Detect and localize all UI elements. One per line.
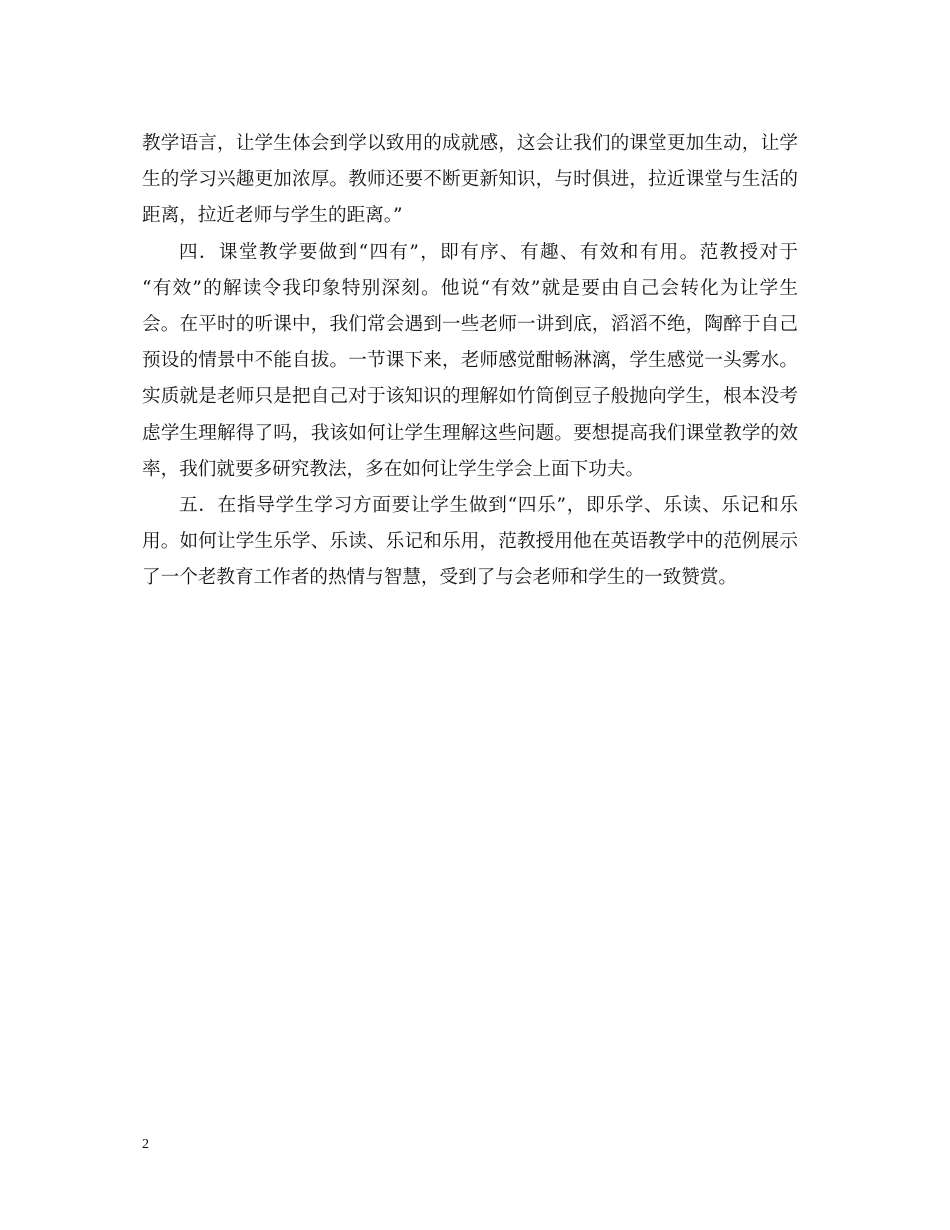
document-body: [142, 126, 798, 596]
paragraph-line: 距离，拉近老师与学生的距离。”: [142, 205, 403, 227]
paragraph-line: 率，我们就要多研究教法，多在如何让学生学会上面下功夫。: [142, 458, 645, 480]
paragraph-line: 预设的情景中不能自拔。一节课下来，老师感觉酣畅淋漓，学生感觉一头雾水。: [142, 350, 798, 372]
paragraph-1: [142, 126, 798, 235]
paragraph-line: 了一个老教育工作者的热情与智慧，受到了与会老师和学生的一致赞赏。: [142, 567, 738, 589]
paragraph-line: 会。在平时的听课中，我们常会遇到一些老师一讲到底，滔滔不绝，陶醉于自己: [142, 313, 798, 335]
paragraph-line: 四．课堂教学要做到“四有”，即有序、有趣、有效和有用。范教授对于: [179, 241, 798, 263]
page-number: 2: [142, 1137, 149, 1152]
paragraph-line: 教学语言，让学生体会到学以致用的成就感，这会让我们的课堂更加生动，让学: [142, 133, 798, 154]
paragraph-line: 生的学习兴趣更加浓厚。教师还要不断更新知识，与时俱进，拉近课堂与生活的: [142, 169, 798, 191]
paragraph-3: [142, 488, 798, 597]
paragraph-line: 虑学生理解得了吗，我该如何让学生理解这些问题。要想提高我们课堂教学的效: [142, 422, 798, 444]
paragraph-line: 五．在指导学生学习方面要让学生做到“四乐”，即乐学、乐读、乐记和乐: [179, 494, 798, 516]
paragraph-line: “有效”的解读令我印象特别深刻。他说“有效”就是要由自己会转化为让学生: [142, 277, 798, 299]
paragraph-2: [142, 235, 798, 488]
paragraph-line: 实质就是老师只是把自己对于该知识的理解如竹筒倒豆子般抛向学生，根本没考: [142, 386, 798, 408]
paragraph-line: 用。如何让学生乐学、乐读、乐记和乐用，范教授用他在英语教学中的范例展示: [142, 531, 798, 553]
